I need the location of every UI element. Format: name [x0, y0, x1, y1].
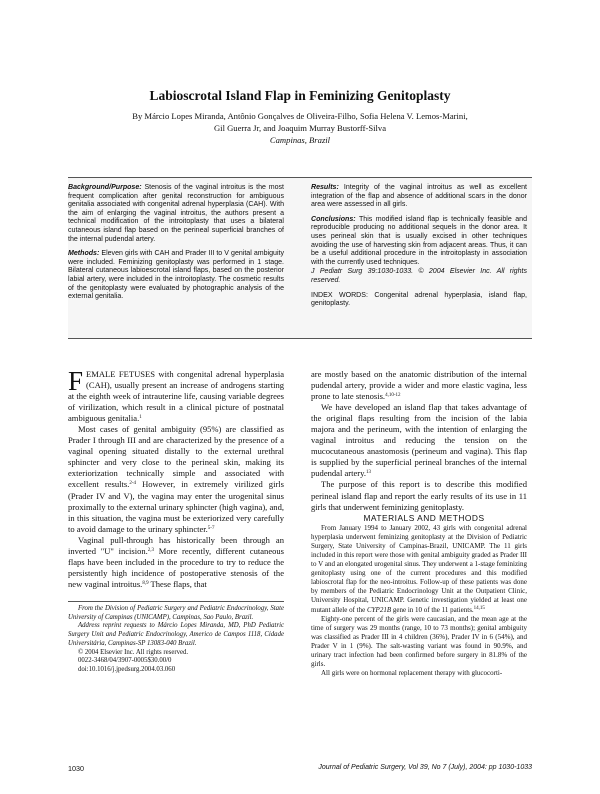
footnote-rule — [68, 601, 284, 602]
abstract-conclusions — [311, 216, 527, 268]
reference-sup: 14,15 — [473, 605, 485, 611]
intro-paragraph — [68, 424, 284, 534]
footnote-affiliation: From the Division of Pediatric Surgery and Pediatric Endocrinology, State University of Campinas (UNICAMP), Campinas, Sao Paulo, Brazil. — [68, 605, 284, 621]
body-right-column — [311, 369, 527, 678]
page-number: 1030 — [68, 764, 84, 773]
intro-paragraph — [68, 535, 284, 590]
paragraph-text: are mostly based on the anatomic distribution of the internal pudendal artery, provide a wider and more elastic vagina, less prone to late stenosis. — [311, 369, 527, 402]
author-line: Gil Guerra Jr, and Joaquim Murray Bustorff-Silva — [213, 123, 387, 133]
body-paragraph — [311, 402, 527, 479]
methods-section — [311, 524, 527, 679]
abstract-text: This modified island flap is technically feasible and reproducible producing no additional sequels in the donor area. It uses perineal skin that is usually excised in other techniques avoiding the use of harvesting skin from adjacent areas. Thus, it can be a useful additional procedure in the introitoplasty in association with the currently used techniques. — [311, 215, 527, 266]
abstract-label: Methods: — [68, 250, 100, 258]
abstract-text: Eleven girls with CAH and Prader III to V genital ambiguity were included. Feminizing genitoplasty was performed in 1 stage. Bilateral cutaneous labioescrotal island flaps, based on the posterior labial artery, were included in the introitoplasty. The cosmetic results of the genitoplasty were evaluated by photographic analysis of the external genitalia. — [68, 250, 284, 301]
footnote-issn: 0022-3468/04/3907-0005$30.00/0 — [78, 657, 172, 665]
reference-sup: 1 — [139, 415, 142, 421]
methods-paragraph — [311, 524, 527, 615]
abstract-methods — [68, 250, 284, 302]
drop-cap: F — [68, 366, 84, 396]
reference-sup: 8,9 — [142, 580, 149, 586]
abstract-label: Results: — [311, 184, 339, 191]
author-location: Campinas, Brazil — [269, 135, 331, 145]
paragraph-text: with congenital adrenal hyperplasia (CAH), usually present an increase of androgens starting at the eighth week of intrauterine life, causing variable degrees of virilization, which result in a clinical picture of postnatal ambiguous genitalia. — [68, 369, 284, 424]
index-words: INDEX WORDS: Congenital adrenal hyperplasia, island flap, genitoplasty. — [311, 291, 527, 308]
reference-sup: 13 — [365, 470, 371, 476]
footnote-doi: doi:10.1016/j.jpedsurg.2004.03.060 — [78, 665, 176, 673]
abstract-left-column — [68, 184, 284, 308]
section-heading: MATERIALS AND METHODS — [363, 512, 485, 523]
author-line: By Márcio Lopes Miranda, Antônio Gonçalves de Oliveira-Filho, Sofia Helena V. Lemos-Marini, — [132, 111, 468, 121]
paragraph-text: Most cases of genital ambiguity (95%) are classified as Prader I through III and are characterized by the presence of a vaginal opening situated distally to the external urethral sphincter and very close to the perineal skin, making its exteriorization technically simple and associated with excellent results. — [68, 424, 284, 490]
body-paragraph: The purpose of this report is to describe this modified perineal island flap and report the early results of its use in 11 girls that underwent feminizing genitoplasty. — [311, 479, 527, 512]
footnote-block — [68, 605, 284, 675]
methods-paragraph: All girls were on hormonal replacement therapy with glucocorti- — [321, 669, 503, 678]
body-left-column — [68, 366, 285, 590]
footnote-reprints: Address reprint requests to Márcio Lopes Miranda, MD, PhD Pediatric Surgery Unit and Pediatric Endocrinology, Americo de Campos 1118, Cidade Universitária, Campinas-SP 13083-040 Brazil. — [68, 622, 284, 647]
reference-sup: 2,3 — [147, 547, 155, 553]
paragraph-text: More recently, different cutaneous flaps have been included in the procedure to try to reduce the persistently high incidence of postoperative stenosis of the new vaginal introitus. — [68, 545, 284, 589]
abstract-citation: J Pediatr Surg 39:1030-1033. © 2004 Elsevier Inc. All rights reserved. — [311, 268, 527, 284]
journal-reference: Journal of Pediatric Surgery, Vol 39, No 7 (July), 2004: pp 1030-1033 — [318, 764, 532, 771]
methods-paragraph: Eighty-one percent of the girls were caucasian, and the mean age at the time of surgery was 29 months (range, 10 to 73 months); genital ambiguity was classified as Prader III in 4 children (36%), Prader IV in 6 (54%), and Prader V in 1 (9%). The salt-wasting variant was found in 90.9%, and urinary tract infection had been confirmed before surgery in 81.8% of the girls. — [311, 614, 527, 669]
abstract-text: Integrity of the vaginal introitus as well as excellent integration of the flap and absence of additional scars in the donor area were assessed in all girls. — [311, 184, 527, 209]
body-paragraph — [311, 369, 527, 402]
abstract-right-column — [311, 184, 527, 315]
abstract-label: Background/Purpose: — [68, 184, 142, 191]
gene-name: CYP21B — [366, 605, 392, 614]
paragraph-text: We have developed an island flap that takes advantage of the original flaps resulting from the incision of the labia majora and the perineum, with the intention of enlarging the vaginal introitus and reducing the tension on the mucocutaneous anastomosis (perineum and vagina). This flap is supplied by the superficial perineal branches of the internal pudendal artery. — [311, 402, 527, 479]
intro-paragraph — [68, 366, 284, 424]
paragraph-text: From January 1994 to January 2002, 43 girls with congenital adrenal hyperplasia underwent feminizing genitoplasty at the Division of Pediatric Surgery, State University of Campinas-Brazil, UNICAMP. The 11 girls included in this report were those with genital ambiguity graded as Prader III to V and an elongated urogenital sinus. They underwent a 1-stage feminizing genitoplasty using one of the current procedures and this modified labioscrotal flap for the neo-introitus. Follow-up of these patients was done by members of the Pediatric Endocrinology Unit at the Outpatient Clinic, University Hospital, UNICAMP. Genetic investigation yielded at least one mutant allele of the — [311, 523, 527, 614]
paragraph-text: Vaginal pull-through has historically been through an inverted "U" incision. — [68, 534, 284, 556]
abstract-text: Stenosis of the vaginal introitus is the most frequent complication after genital reconstruction for ambiguous genitalia associated with congenital adrenal hyperplasia (CAH). With the aim of enlarging the vaginal introitus, the authors present a technical modification of the introitoplasty that uses a bilateral cutaneous island flap based on the perineal superficial branches of the internal pudendal artery. — [68, 184, 284, 243]
article-title: Labioscrotal Island Flap in Feminizing Genitoplasty — [149, 88, 451, 103]
abstract-label: Conclusions: — [311, 215, 356, 223]
author-block — [95, 110, 505, 146]
reference-sup: 2-4 — [129, 481, 137, 487]
footnote-copyright: © 2004 Elsevier Inc. All rights reserved. — [78, 648, 189, 656]
abstract-background — [68, 184, 284, 244]
reference-sup: 5-7 — [207, 525, 215, 531]
reference-sup: 4,10-12 — [385, 393, 401, 399]
paragraph-text: However, in extremely virilized girls (Prader IV and V), the vagina may enter the urogenital sinus proximally to the external urinary sphincter (high vagina), and, in this situation, the vagina must be exteriorized very carefully to avoid damage to the urinary sphincter. — [68, 479, 285, 534]
small-caps-lead: EMALE FETUSES — [86, 369, 155, 379]
paragraph-text: These flaps, that — [148, 578, 207, 589]
paragraph-text: gene in 10 of the 11 patients. — [391, 605, 474, 614]
abstract-results — [311, 184, 527, 210]
